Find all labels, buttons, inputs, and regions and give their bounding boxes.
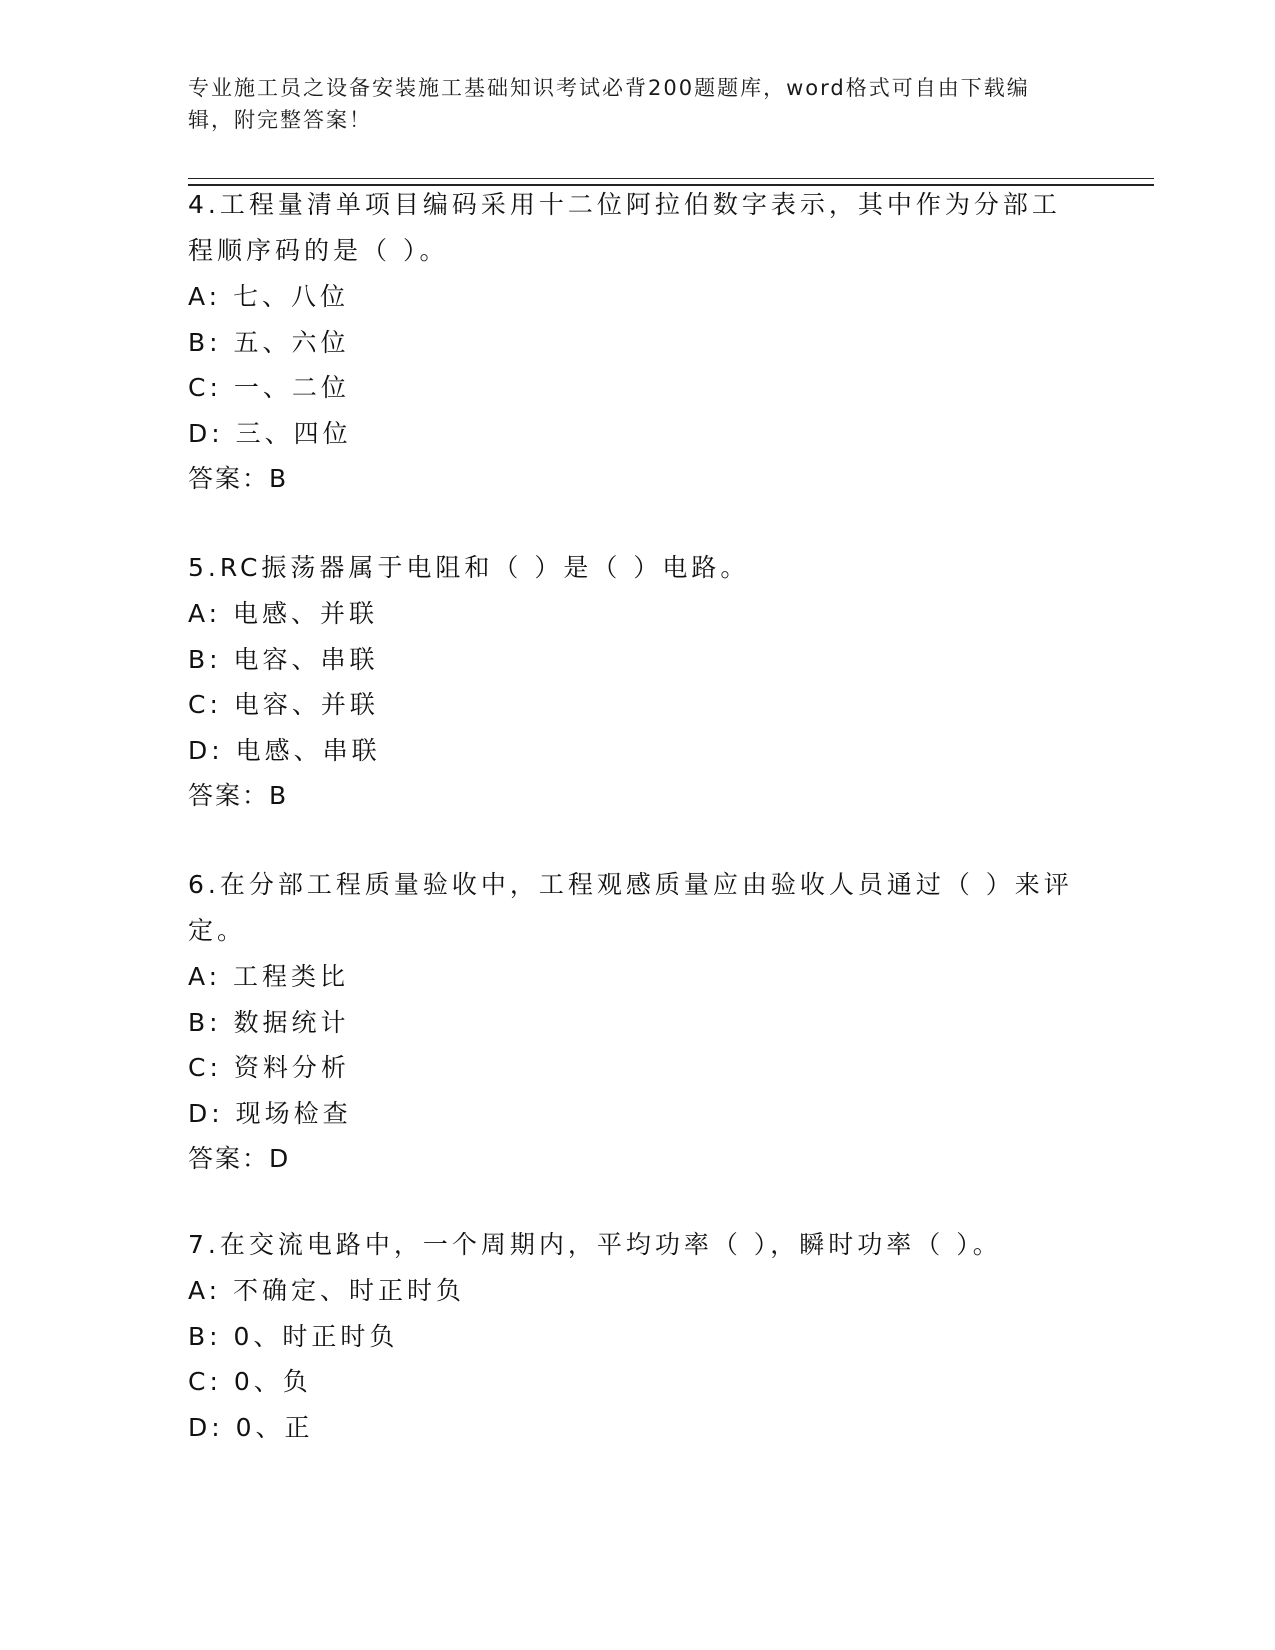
option-a: A: 七、八位	[188, 282, 350, 311]
option-a: A: 电感、并联	[188, 599, 379, 628]
option-c: C: 0、负	[188, 1367, 312, 1396]
option-a: A: 工程类比	[188, 962, 350, 991]
question-stem: 4.工程量清单项目编码采用十二位阿拉伯数字表示，其中作为分部工程顺序码的是（ ）。	[188, 190, 1061, 265]
option-d: D: 三、四位	[188, 418, 352, 448]
answer: 答案：B	[188, 781, 289, 810]
option-b: B: 数据统计	[188, 1007, 350, 1037]
option-d: D: 电感、串联	[188, 735, 381, 765]
option-c: C: 一、二位	[188, 373, 350, 402]
option-a: A: 不确定、时正时负	[188, 1276, 466, 1305]
option-b: B: 五、六位	[188, 327, 350, 357]
option-c: C: 资料分析	[188, 1053, 350, 1082]
option-b: B: 电容、串联	[188, 644, 379, 674]
option-b: B: 0、时正时负	[188, 1321, 399, 1351]
document-header: 专业施工员之设备安装施工基础知识考试必背200题题库，word格式可自由下载编辑，附完整答案！	[188, 76, 1030, 132]
question-5	[188, 545, 1088, 819]
answer: 答案：D	[188, 1144, 291, 1173]
question-stem: 6.在分部工程质量验收中，工程观感质量应由验收人员通过（ ）来评定。	[188, 870, 1073, 945]
answer: 答案：B	[188, 464, 289, 493]
option-c: C: 电容、并联	[188, 690, 379, 719]
option-d: D: 0、正	[188, 1412, 314, 1442]
question-stem: 5.RC振荡器属于电阻和（ ）是（ ）电路。	[188, 553, 750, 582]
option-d: D: 现场检查	[188, 1098, 352, 1128]
question-4	[188, 182, 1088, 502]
question-stem: 7.在交流电路中，一个周期内，平均功率（ ），瞬时功率（ ）。	[188, 1230, 1002, 1259]
question-6	[188, 862, 1088, 1182]
question-7	[188, 1222, 1088, 1450]
